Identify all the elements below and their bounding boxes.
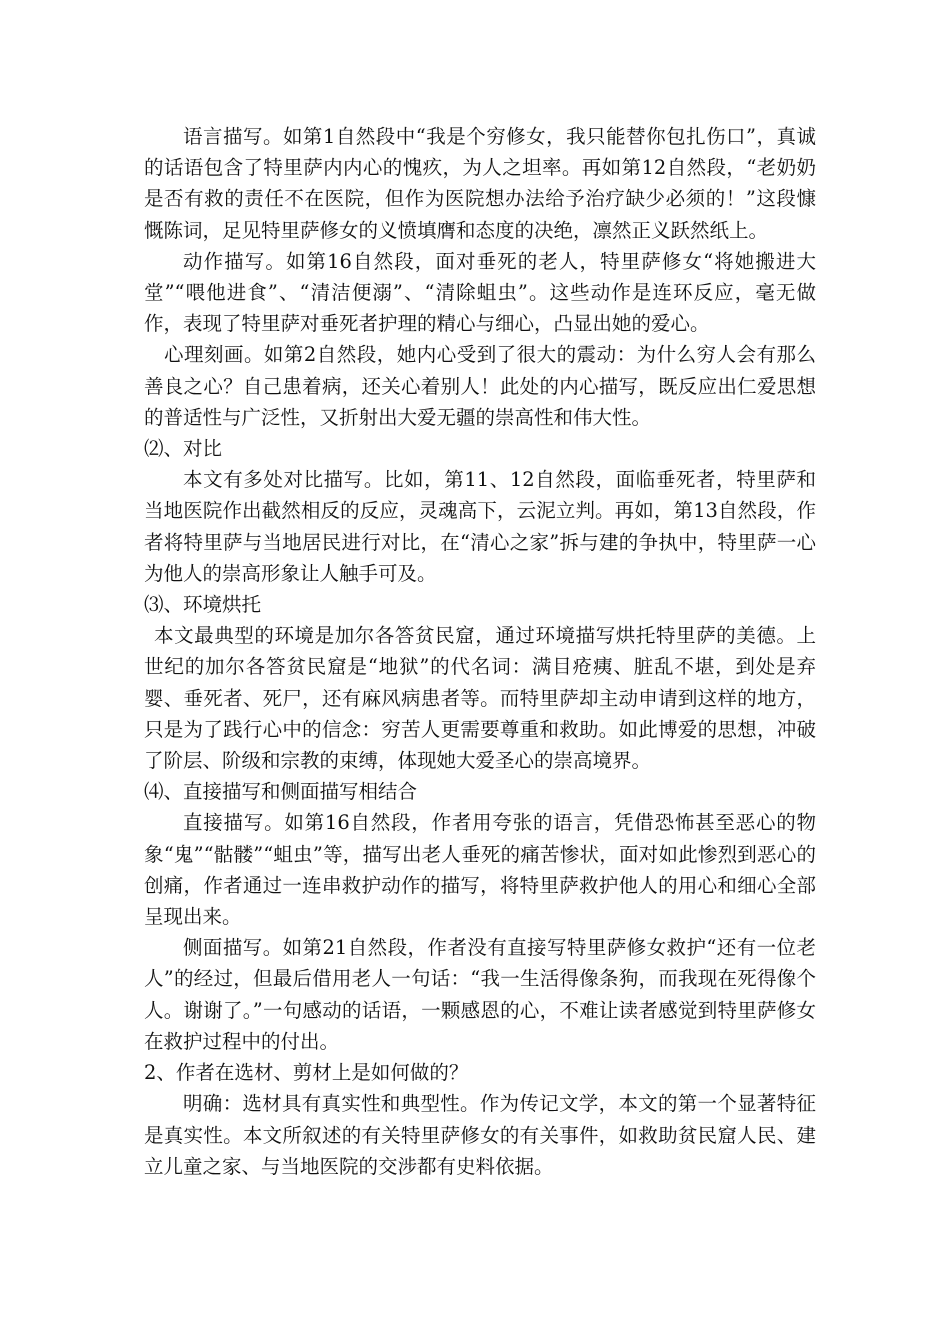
question-material-selection: 2、作者在选材、剪材上是如何做的？ xyxy=(144,1061,469,1085)
heading-environment: ⑶、环境烘托 xyxy=(144,593,262,617)
paragraph-side-description: 侧面描写。如第21自然段，作者没有直接写特里萨修女救护“还有一位老人”的经过，但最后借用老人一句话：“我一生活得像条狗，而我现在死得像个人。谢谢了。”一句感动的话语，一颗感恩的心，不难让读者感觉到特里萨修女在救护过程中的付出。 xyxy=(144,936,816,1053)
paragraph-answer: 明确：选材具有真实性和典型性。作为传记文学，本文的第一个显著特征是真实性。本文所叙述的有关特里萨修女的有关事件，如救助贫民窟人民、建立儿童之家、与当地医院的交涉都有史料依据。 xyxy=(144,1092,816,1178)
heading-contrast: ⑵、对比 xyxy=(144,437,223,461)
paragraph-environment: 本文最典型的环境是加尔各答贫民窟，通过环境描写烘托特里萨的美德。上世纪的加尔各答贫民窟是“地狱”的代名词：满目疮痍、脏乱不堪，到处是弃婴、垂死者、死尸，还有麻风病患者等。而特里萨却主动申请到这样的地方，只是为了践行心中的信念：穷苦人更需要尊重和救助。如此博爱的思想，冲破了阶层、阶级和宗教的束缚，体现她大爱圣心的崇高境界。 xyxy=(144,624,816,773)
heading-direct-and-side: ⑷、直接描写和侧面描写相结合 xyxy=(144,780,418,804)
paragraph-language-description: 语言描写。如第1自然段中“我是个穷修女，我只能替你包扎伤口”，真诚的话语包含了特里萨内内心的愧疚，为人之坦率。再如第12自然段，“老奶奶是否有救的责任不在医院，但作为医院想办法给予治疗缺少必须的！”这段慷慨陈词，足见特里萨修女的义愤填膺和态度的决绝，凛然正义跃然纸上。 xyxy=(144,125,816,242)
paragraph-contrast: 本文有多处对比描写。比如，第11、12自然段，面临垂死者，特里萨和当地医院作出截然相反的反应，灵魂高下，云泥立判。再如，第13自然段，作者将特里萨与当地居民进行对比，在“清心之家”拆与建的争执中，特里萨一心为他人的崇高形象让人触手可及。 xyxy=(144,468,816,585)
paragraph-action-description: 动作描写。如第16自然段，面对垂死的老人，特里萨修女“将她搬进大堂”“喂他进食”、“清洁便溺”、“清除蛆虫”。这些动作是连环反应，毫无做作，表现了特里萨对垂死者护理的精心与细心，凸显出她的爱心。 xyxy=(144,249,816,336)
paragraph-direct-description: 直接描写。如第16自然段，作者用夸张的语言，凭借恐怖甚至恶心的物象“鬼”“骷髅”“蛆虫”等，描写出老人垂死的痛苦惨状，面对如此惨烈到恶心的创痛，作者通过一连串救护动作的描写，将特里萨救护他人的用心和细心全部呈现出来。 xyxy=(144,811,816,929)
document-body xyxy=(144,121,816,1182)
paragraph-psychological-portrayal: 心理刻画。如第2自然段，她内心受到了很大的震动：为什么穷人会有那么善良之心？自己患着病，还关心着别人！此处的内心描写，既反应出仁爱思想的普适性与广泛性，又折射出大爱无疆的崇高性和伟大性。 xyxy=(144,343,816,429)
